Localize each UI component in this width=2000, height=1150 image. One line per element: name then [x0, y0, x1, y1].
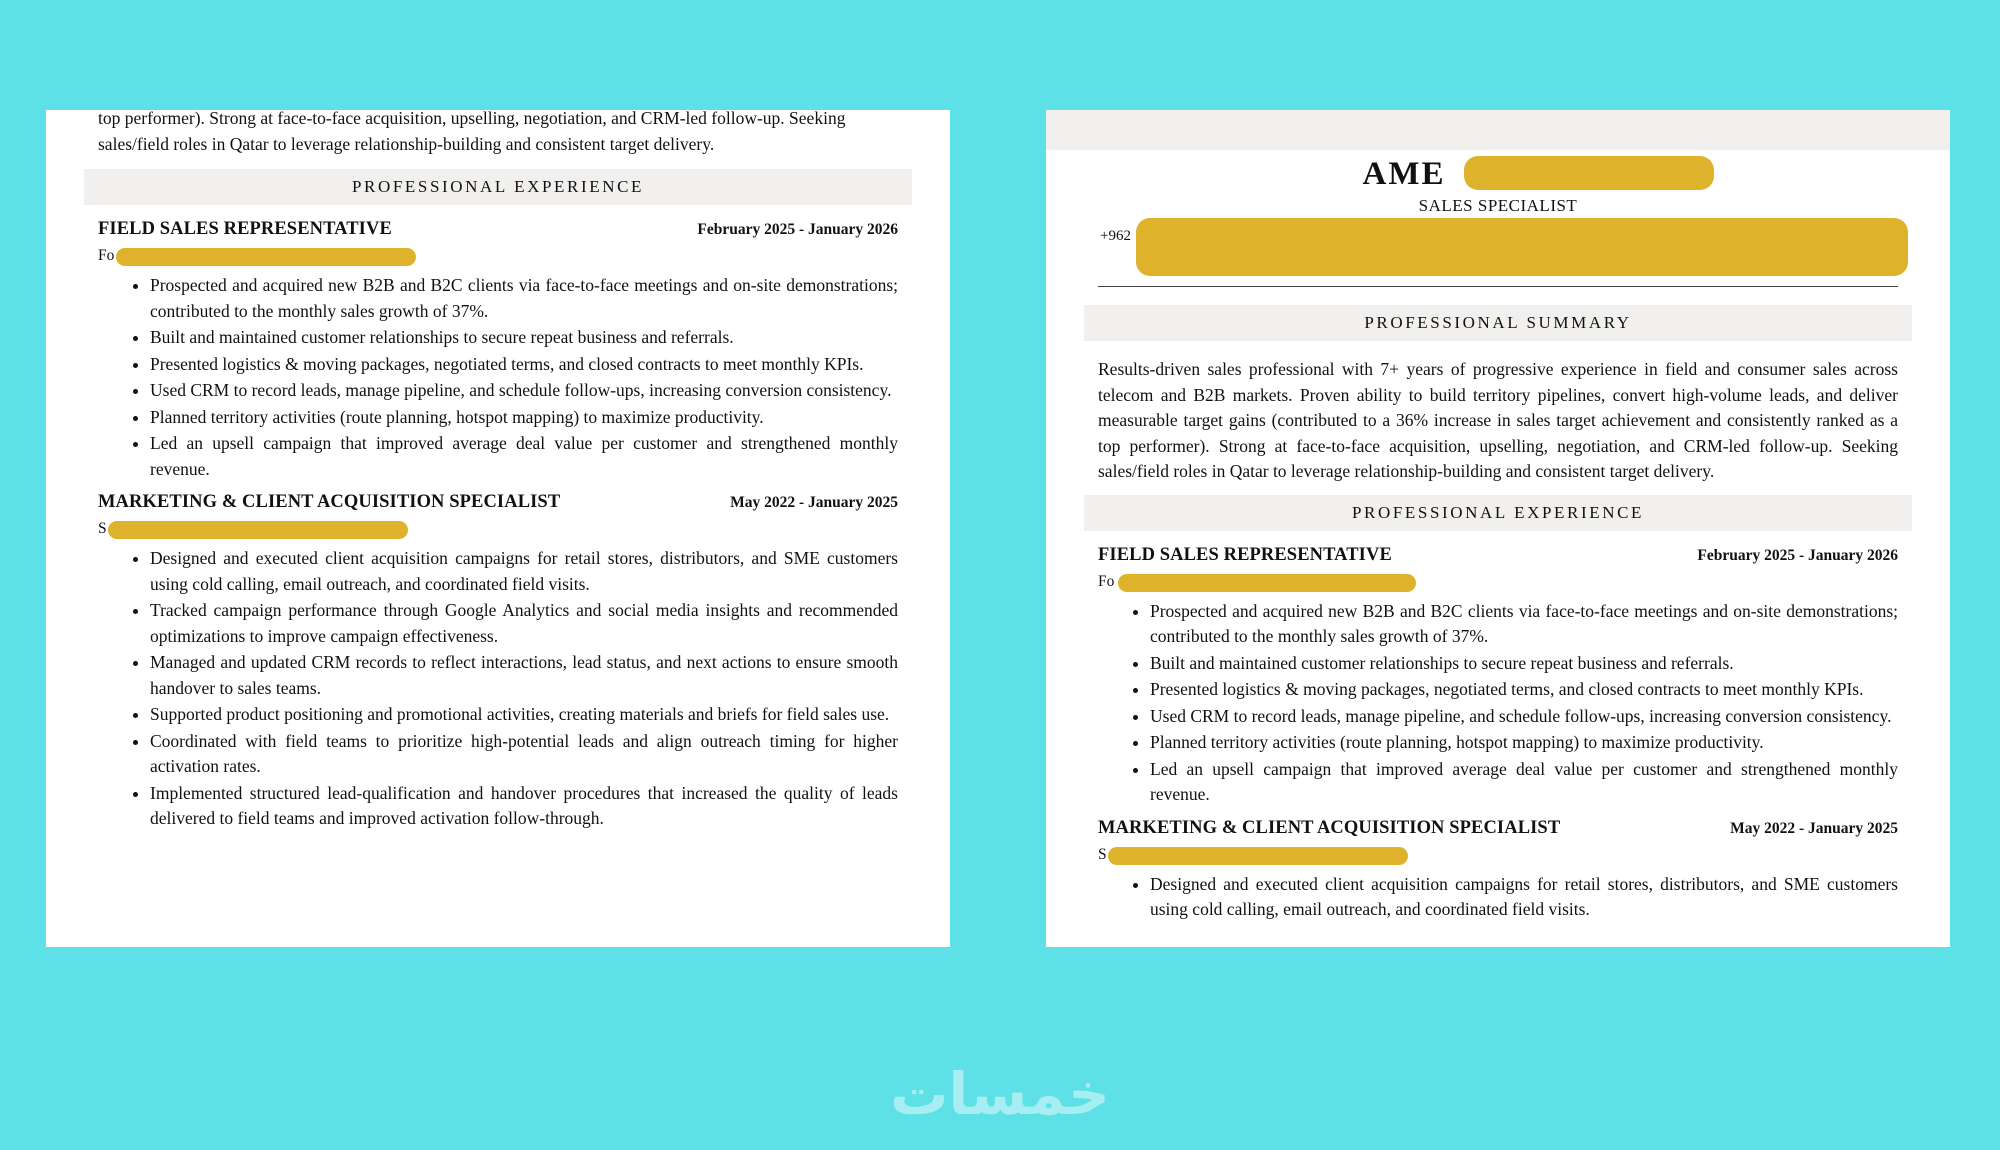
list-item: • Built and maintained customer relationships to secure repeat business and referrals.	[1150, 651, 1898, 677]
list-item: • Used CRM to record leads, manage pipeline, and schedule follow-ups, increasing conversion consistency.	[1150, 704, 1898, 730]
redaction-mark	[1136, 218, 1908, 276]
job-dates: February 2025 - January 2026	[1697, 546, 1898, 564]
company-prefix: Fo	[1098, 572, 1115, 590]
company-line	[1098, 571, 1898, 593]
job-title: MARKETING & CLIENT ACQUISITION SPECIALIST	[1098, 817, 1561, 838]
company-prefix: S	[1098, 845, 1107, 863]
section-heading-experience: PROFESSIONAL EXPERIENCE	[84, 169, 912, 205]
section-heading-summary: PROFESSIONAL SUMMARY	[1084, 305, 1912, 341]
company-prefix: S	[98, 520, 107, 537]
redaction-mark	[1118, 574, 1416, 592]
list-item: • Managed and updated CRM records to reflect interactions, lead status, and next actions to ensure smooth handover to sales teams.	[150, 650, 898, 701]
list-item: • Built and maintained customer relationships to secure repeat business and referrals.	[150, 325, 898, 351]
list-item: • Planned territory activities (route planning, hotspot mapping) to maximize productivity.	[1150, 730, 1898, 756]
job-entry	[98, 219, 898, 482]
bullet-list	[98, 273, 898, 482]
list-item: • Led an upsell campaign that improved average deal value per customer and strengthened monthly revenue.	[150, 431, 898, 482]
job-title: MARKETING & CLIENT ACQUISITION SPECIALIST	[98, 492, 561, 512]
job-title: FIELD SALES REPRESENTATIVE	[1098, 544, 1392, 565]
bullet-list	[1098, 872, 1898, 923]
summary-tail-line2: sales/field roles in Qatar to leverage relationship-building and consistent target delivery.	[98, 133, 715, 154]
list-item: • Implemented structured lead-qualification and handover procedures that increased the quality of leads delivered to field teams and improved activation follow-through.	[150, 781, 898, 832]
list-item: • Led an upsell campaign that improved average deal value per customer and strengthened monthly revenue.	[1150, 757, 1898, 808]
company-line	[98, 245, 898, 267]
contact-line	[1098, 218, 1898, 274]
list-item: • Planned territory activities (route planning, hotspot mapping) to maximize productivity.	[150, 405, 898, 431]
resume-page-right	[1046, 110, 1950, 947]
redaction-mark	[116, 248, 416, 266]
candidate-role: SALES SPECIALIST	[1418, 196, 1578, 215]
list-item: • Prospected and acquired new B2B and B2C clients via face-to-face meetings and on-site demonstrations; contributed to the monthly sales growth of 37%.	[1150, 599, 1898, 650]
redaction-mark	[108, 521, 408, 539]
job-dates: February 2025 - January 2026	[697, 221, 898, 238]
phone-prefix: +962	[1100, 228, 1131, 244]
company-prefix: Fo	[98, 247, 115, 264]
list-item: • Designed and executed client acquisition campaigns for retail stores, distributors, and SME customers using cold calling, email outreach, and coordinated field visits.	[1150, 872, 1898, 923]
list-item: • Prospected and acquired new B2B and B2C clients via face-to-face meetings and on-site demonstrations; contributed to the monthly sales growth of 37%.	[150, 273, 898, 324]
list-item: • Coordinated with field teams to prioritize high-potential leads and align outreach timing for higher activation rates.	[150, 729, 898, 780]
list-item: • Tracked campaign performance through Google Analytics and social media insights and recommended optimizations to improve campaign effectiveness.	[150, 598, 898, 649]
list-item: • Presented logistics & moving packages, negotiated terms, and closed contracts to meet monthly KPIs.	[1150, 677, 1898, 703]
job-title: FIELD SALES REPRESENTATIVE	[98, 219, 392, 239]
bullet-list	[98, 546, 898, 832]
company-line	[1098, 844, 1898, 866]
summary-paragraph: Results-driven sales professional with 7+ years of progressive experience in field and consumer sales across telecom and B2B markets. Proven ability to build territory pipelines, convert high-volume leads, and deliver measurable target gains (contributed to a 36% increase in sales target achievement and consistently ranked as a top performer). Strong at face-to-face acquisition, upselling, negotiation, and CRM-led follow-up. Seeking sales/field roles in Qatar to leverage relationship-building and consistent target delivery.	[1098, 359, 1898, 481]
divider	[1098, 286, 1898, 287]
header-band	[1046, 110, 1950, 150]
candidate-name	[1098, 154, 1898, 194]
job-dates: May 2022 - January 2025	[730, 494, 898, 511]
name-visible: AME	[1362, 156, 1446, 192]
job-entry	[1098, 545, 1898, 808]
list-item: • Presented logistics & moving packages, negotiated terms, and closed contracts to meet monthly KPIs.	[150, 352, 898, 378]
section-heading-experience: PROFESSIONAL EXPERIENCE	[1084, 495, 1912, 531]
watermark-logo: خمسات	[890, 1060, 1110, 1128]
job-dates: May 2022 - January 2025	[1730, 819, 1898, 837]
resume-page-left	[46, 110, 950, 947]
company-line	[98, 518, 898, 540]
job-entry	[98, 492, 898, 832]
list-item: • Used CRM to record leads, manage pipeline, and schedule follow-ups, increasing conversion consistency.	[150, 378, 898, 404]
bullet-list	[1098, 599, 1898, 808]
redaction-mark	[1108, 847, 1408, 865]
redaction-mark	[1464, 156, 1714, 190]
job-entry	[1098, 818, 1898, 923]
list-item: • Supported product positioning and promotional activities, creating materials and briefs for field sales use.	[150, 702, 898, 728]
summary-tail-line1: top performer). Strong at face-to-face acquisition, upselling, negotiation, and CRM-led follow-up. Seeking	[98, 110, 846, 128]
list-item: • Designed and executed client acquisition campaigns for retail stores, distributors, and SME customers using cold calling, email outreach, and coordinated field visits.	[150, 546, 898, 597]
